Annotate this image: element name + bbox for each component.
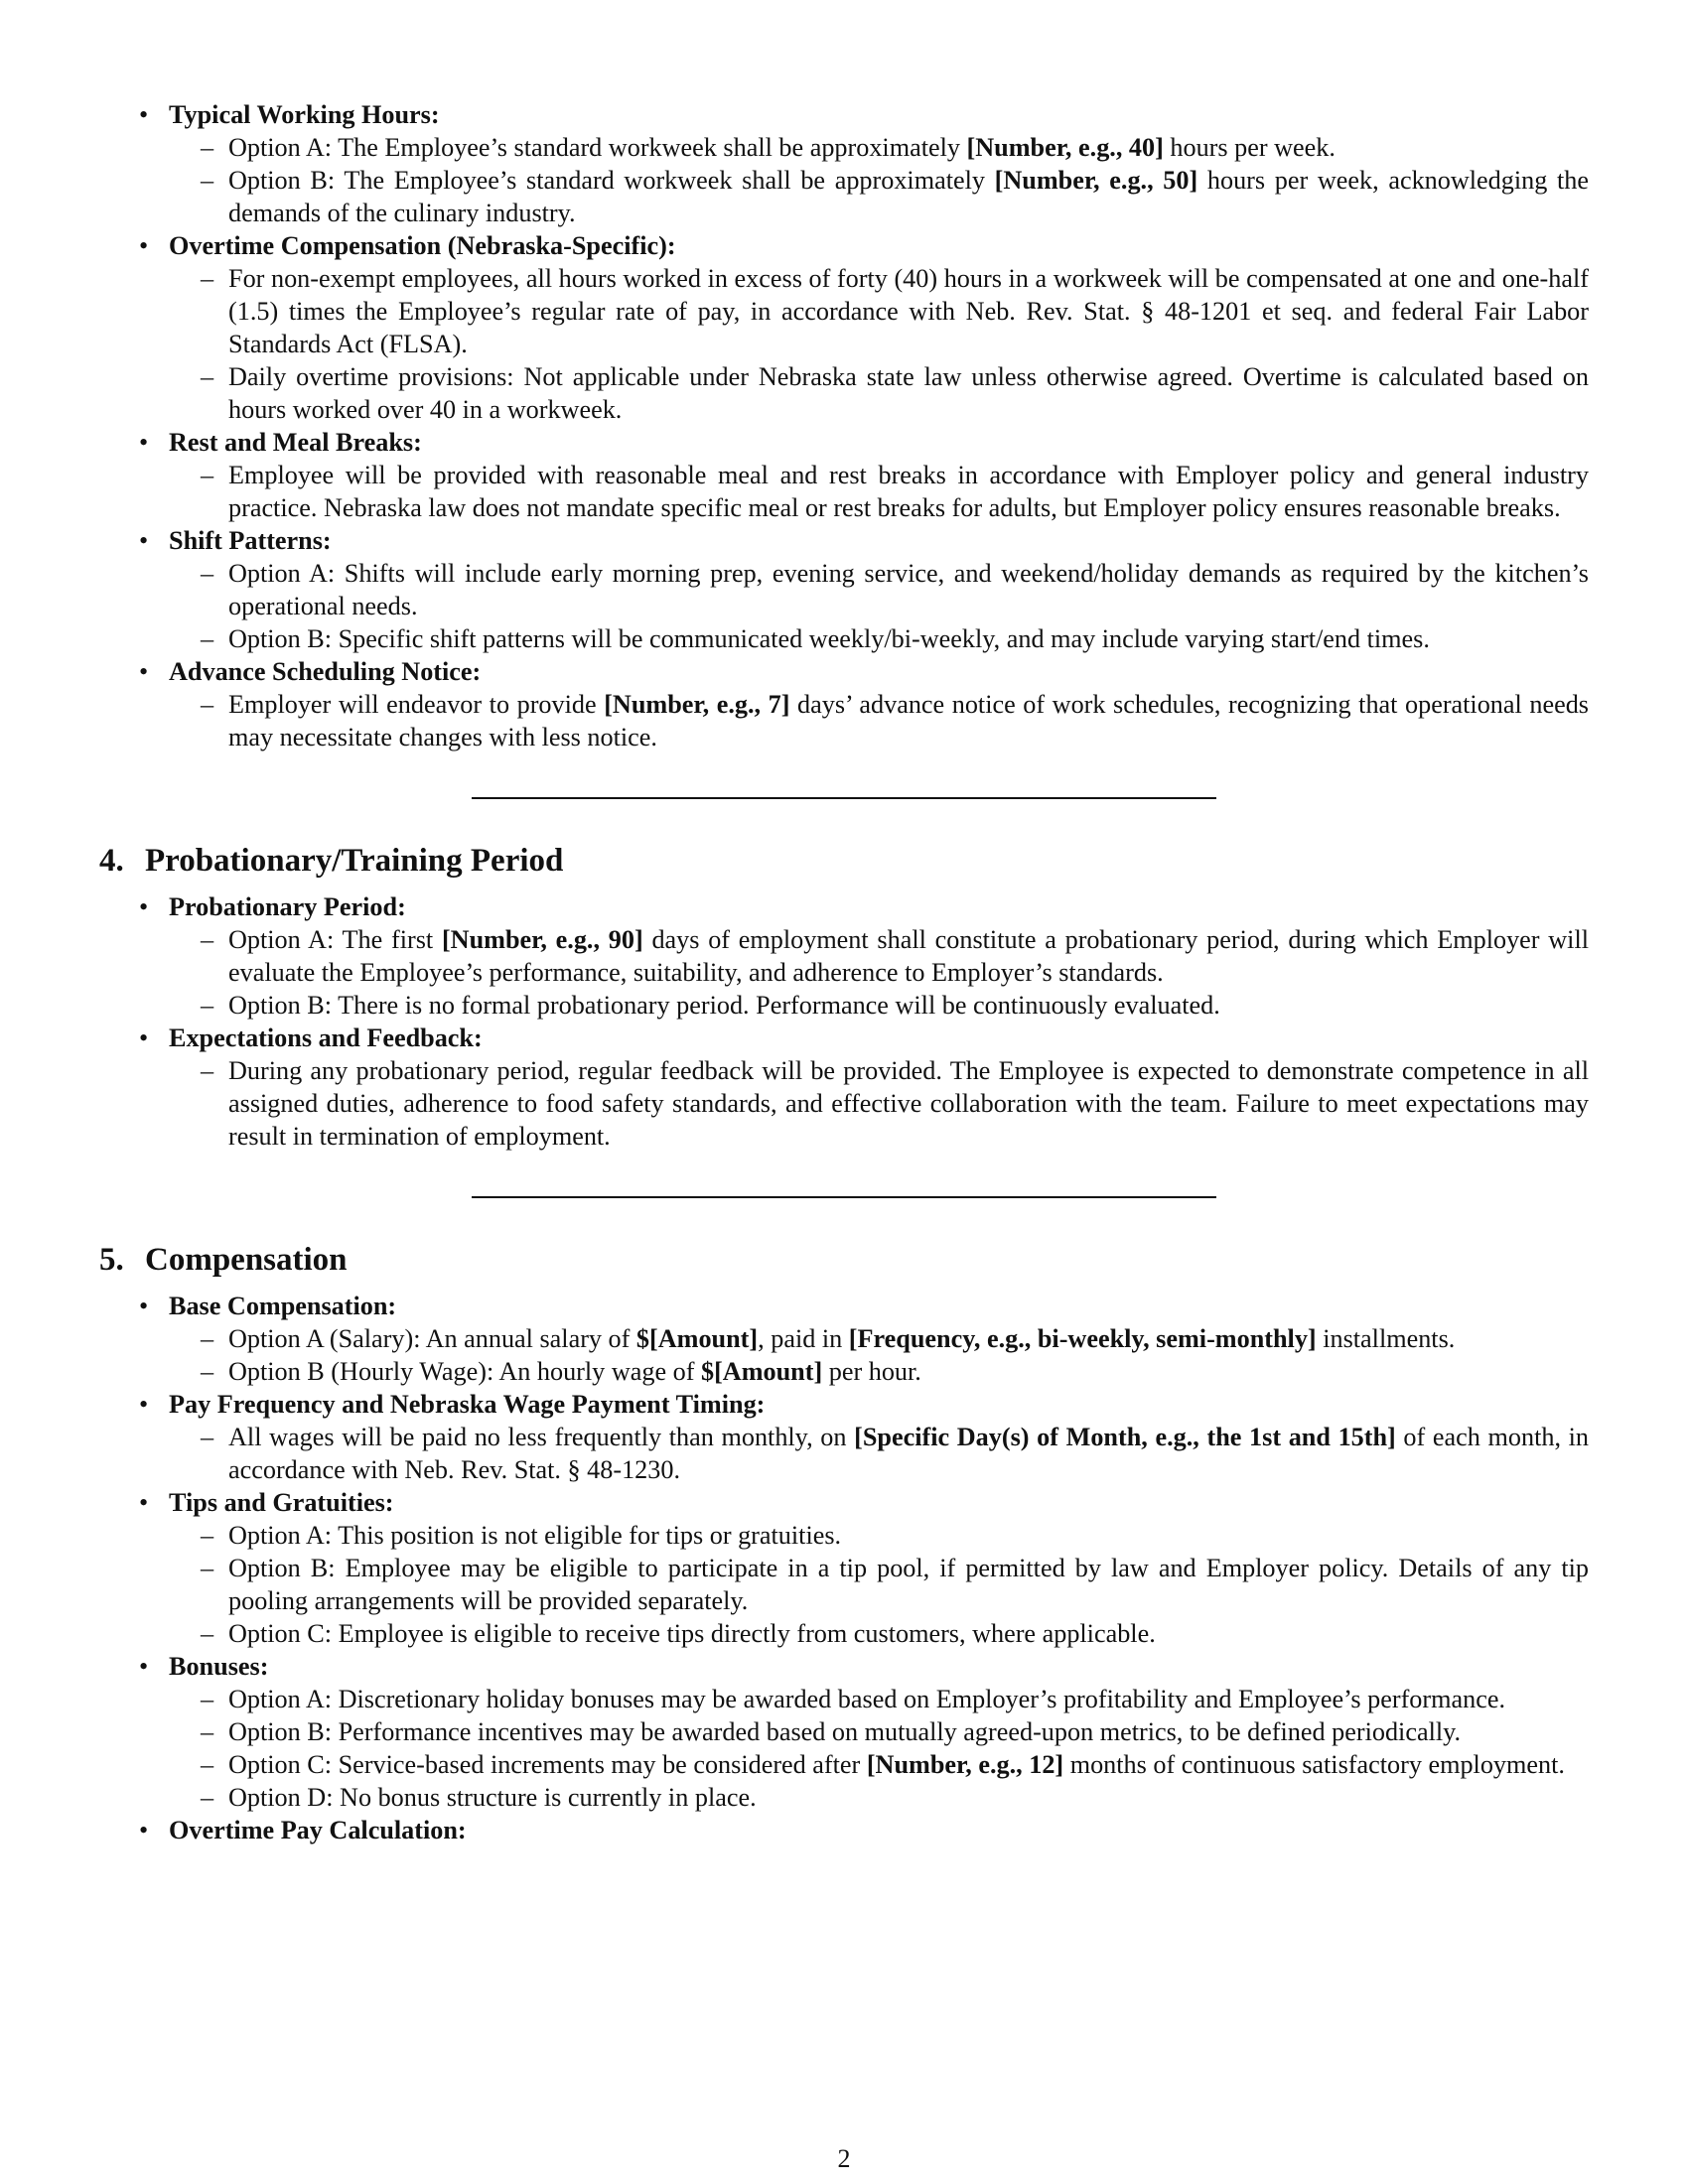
list-item-scheduling <box>99 655 1589 688</box>
sub-item-scheduling-1: – Employer will endeavor to provide [Number, e.g., 7] days’ advance notice of work schedules, recognizing that operational needs may necessitate changes with less notice. <box>99 688 1589 753</box>
sub-item-tips-a: – Option A: This position is not eligible for tips or gratuities. <box>99 1519 1589 1552</box>
sub-item-bonuses-a: – Option A: Discretionary holiday bonuses may be awarded based on Employer’s profitability and Employee’s performance. <box>99 1683 1589 1715</box>
sub-item-working-hours-a: – Option A: The Employee’s standard workweek shall be approximately [Number, e.g., 40] hours per week. <box>99 131 1589 164</box>
item-title: Shift Patterns: <box>169 526 332 555</box>
page-number: 2 <box>837 2144 851 2173</box>
list-item-shifts <box>99 524 1589 557</box>
sub-item-overtime-2: – Daily overtime provisions: Not applicable under Nebraska state law unless otherwise agreed. Overtime is calculated based on hours worked over 40 in a workweek. <box>99 360 1589 426</box>
sub-item-bonuses-d: – Option D: No bonus structure is currently in place. <box>99 1781 1589 1814</box>
item-title: Expectations and Feedback: <box>169 1024 483 1052</box>
item-title: Base Compensation: <box>169 1292 397 1320</box>
item-title: Advance Scheduling Notice: <box>169 657 482 686</box>
sub-item-tips-c: – Option C: Employee is eligible to receive tips directly from customers, where applicable. <box>99 1617 1589 1650</box>
item-title: Rest and Meal Breaks: <box>169 428 422 457</box>
sub-item-probation-a: – Option A: The first [Number, e.g., 90] days of employment shall constitute a probationary period, during which Employer will evaluate the Employee’s performance, suitability, and adherence to Employer’s standards. <box>99 923 1589 989</box>
item-title: Typical Working Hours: <box>169 100 440 129</box>
item-title: Pay Frequency and Nebraska Wage Payment Timing: <box>169 1390 766 1419</box>
item-title: Overtime Compensation (Nebraska-Specific): <box>169 231 676 260</box>
sub-item-base-a: – Option A (Salary): An annual salary of $[Amount], paid in [Frequency, e.g., bi-weekly, semi-monthly] installments. <box>99 1322 1589 1355</box>
section-divider <box>472 1196 1216 1198</box>
sub-item-bonuses-c: – Option C: Service-based increments may be considered after [Number, e.g., 12] months of continuous satisfactory employment. <box>99 1748 1589 1781</box>
list-item-bonuses <box>99 1650 1589 1683</box>
list-item-working-hours <box>99 98 1589 131</box>
sub-item-working-hours-b: – Option B: The Employee’s standard workweek shall be approximately [Number, e.g., 50] hours per week, acknowledging the demands of the culinary industry. <box>99 164 1589 229</box>
item-title: Overtime Pay Calculation: <box>169 1816 467 1844</box>
section-divider <box>472 797 1216 799</box>
sub-item-pay-frequency-1: – All wages will be paid no less frequently than monthly, on [Specific Day(s) of Month, e.g., the 1st and 15th] of each month, in accordance with Neb. Rev. Stat. § 48-1230. <box>99 1421 1589 1486</box>
sub-item-bonuses-b: – Option B: Performance incentives may be awarded based on mutually agreed-upon metrics, to be defined periodically. <box>99 1715 1589 1748</box>
list-item-tips <box>99 1486 1589 1519</box>
item-title: Probationary Period: <box>169 892 406 921</box>
sub-item-shifts-a: – Option A: Shifts will include early morning prep, evening service, and weekend/holiday demands as required by the kitchen’s operational needs. <box>99 557 1589 622</box>
sub-item-feedback-1: – During any probationary period, regular feedback will be provided. The Employee is expected to demonstrate competence in all assigned duties, adherence to food safety standards, and effective collaboration with the team. Failure to meet expectations may result in termination of employment. <box>99 1054 1589 1153</box>
sub-item-probation-b: – Option B: There is no formal probationary period. Performance will be continuously evaluated. <box>99 989 1589 1022</box>
list-item-breaks <box>99 426 1589 459</box>
page-content <box>99 98 1589 1846</box>
item-title: Bonuses: <box>169 1652 269 1681</box>
list-item-feedback <box>99 1022 1589 1054</box>
item-title: Tips and Gratuities: <box>169 1488 394 1517</box>
sub-item-shifts-b: – Option B: Specific shift patterns will be communicated weekly/bi-weekly, and may include varying start/end times. <box>99 622 1589 655</box>
list-item-base-compensation <box>99 1290 1589 1322</box>
sub-item-breaks-1: – Employee will be provided with reasonable meal and rest breaks in accordance with Employer policy and general industry practice. Nebraska law does not mandate specific meal or rest breaks for adults, but Employer policy ensures reasonable breaks. <box>99 459 1589 524</box>
section-heading-probationary: 4. Probationary/Training Period <box>99 843 564 879</box>
list-item-probation <box>99 890 1589 923</box>
list-item-overtime-calc <box>99 1814 1589 1846</box>
sub-item-base-b: – Option B (Hourly Wage): An hourly wage of $[Amount] per hour. <box>99 1355 1589 1388</box>
sub-item-overtime-1: – For non-exempt employees, all hours worked in excess of forty (40) hours in a workweek will be compensated at one and one-half (1.5) times the Employee’s regular rate of pay, in accordance with Neb. Rev. Stat. § 48-1201 et seq. and federal Fair Labor Standards Act (FLSA). <box>99 262 1589 360</box>
list-item-overtime <box>99 229 1589 262</box>
list-item-pay-frequency <box>99 1388 1589 1421</box>
section-heading-compensation: 5. Compensation <box>99 1242 348 1278</box>
sub-item-tips-b: – Option B: Employee may be eligible to participate in a tip pool, if permitted by law and Employer policy. Details of any tip pooling arrangements will be provided separately. <box>99 1552 1589 1617</box>
